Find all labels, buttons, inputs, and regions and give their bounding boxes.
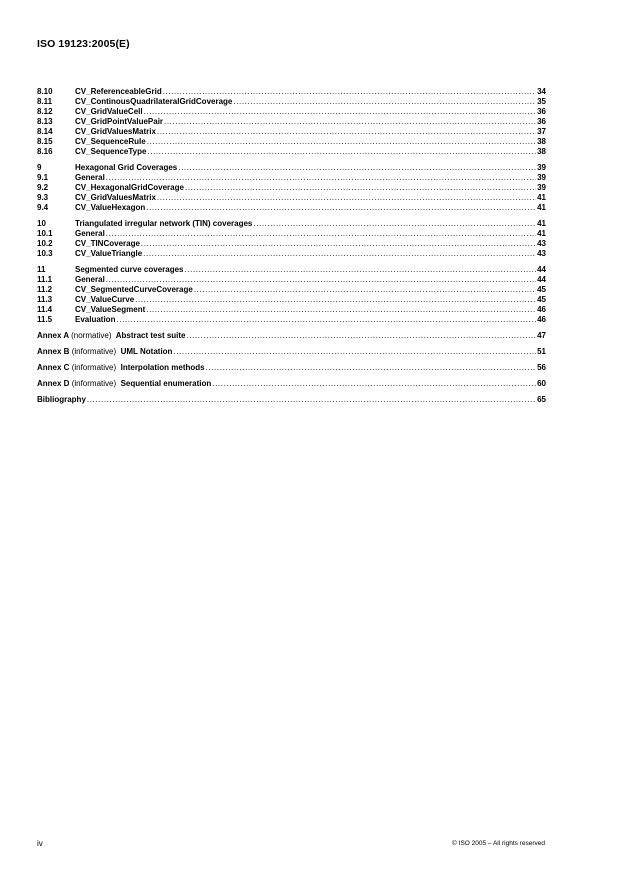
toc-leader-dots [106,173,536,183]
toc-entry-page: 46 [537,305,546,314]
toc-entry[interactable] [37,249,546,259]
toc-group-section-11 [37,265,546,325]
toc-entry[interactable] [37,219,546,229]
toc-entry-title: CV_ValueHexagon [75,203,146,212]
toc-leader-dots [206,363,536,373]
toc-group-section-9 [37,163,546,213]
toc-entry-number: 11.2 [37,285,53,294]
table-of-contents [37,87,546,411]
toc-entry-number: 11.1 [37,275,53,284]
toc-entry-title: Hexagonal Grid Coverages [75,163,178,172]
toc-entry-page: 38 [537,137,546,146]
toc-entry[interactable] [37,173,546,183]
toc-entry-page: 36 [537,107,546,116]
toc-leader-dots [187,331,537,341]
toc-entry-page: 44 [537,265,546,274]
toc-entry-number: 10.3 [37,249,53,258]
annex-label: Annex C (informative) Interpolation methods [37,363,205,372]
toc-entry-page: 56 [537,363,546,372]
toc-entry[interactable] [37,127,546,137]
toc-entry-page: 46 [537,315,546,324]
toc-entry-page: 45 [537,295,546,304]
toc-group-section-8 [37,87,546,157]
toc-entry-title: CV_GridValuesMatrix [75,127,156,136]
toc-entry[interactable] [37,193,546,203]
toc-entry[interactable] [37,163,546,173]
bibliography-label: Bibliography [37,395,86,404]
toc-entry-number: 11.3 [37,295,53,304]
toc-annex-b[interactable] [37,347,546,357]
toc-leader-dots [185,265,537,275]
toc-entry-page: 60 [537,379,546,388]
toc-entry-page: 35 [537,97,546,106]
toc-entry[interactable] [37,285,546,295]
toc-entry[interactable] [37,107,546,117]
toc-entry-title: CV_ValueTriangle [75,249,143,258]
toc-leader-dots [194,285,536,295]
toc-entry-page: 36 [537,117,546,126]
toc-entry-number: 8.16 [37,147,53,156]
toc-entry-number: 11 [37,265,46,274]
toc-entry[interactable] [37,229,546,239]
annex-label: Annex B (informative) UML Notation [37,347,173,356]
toc-leader-dots [146,305,536,315]
toc-entry-title: Evaluation [75,315,116,324]
toc-entry-number: 11.4 [37,305,53,314]
toc-annex-a[interactable] [37,331,546,341]
toc-leader-dots [157,127,536,137]
toc-entry[interactable] [37,275,546,285]
document-header: ISO 19123:2005(E) [37,38,130,50]
toc-leader-dots [106,275,536,285]
toc-entry-number: 8.12 [37,107,53,116]
toc-leader-dots [143,249,536,259]
toc-leader-dots [157,193,536,203]
toc-leader-dots [164,117,536,127]
toc-entry-page: 41 [537,219,546,228]
toc-entry-page: 37 [537,127,546,136]
toc-entry-title: General [75,173,105,182]
toc-entry-title: Triangulated irregular network (TIN) coverages [75,219,253,228]
toc-entry-number: 8.13 [37,117,53,126]
toc-entry-page: 39 [537,173,546,182]
toc-entry-page: 39 [537,183,546,192]
toc-entry-page: 43 [537,249,546,258]
toc-entry-page: 39 [537,163,546,172]
toc-entry-title: CV_GridValueCell [75,107,143,116]
toc-entry[interactable] [37,97,546,107]
toc-leader-dots [141,239,536,249]
toc-entry-title: CV_ValueCurve [75,295,135,304]
toc-entry-number: 8.10 [37,87,53,96]
copyright-notice: © ISO 2005 – All rights reserved [452,840,545,847]
toc-entry[interactable] [37,137,546,147]
toc-entry-page: 41 [537,193,546,202]
toc-leader-dots [147,137,536,147]
toc-leader-dots [135,295,536,305]
toc-entry-page: 41 [537,203,546,212]
toc-entry-title: CV_ReferenceableGrid [75,87,162,96]
toc-entry-page: 41 [537,229,546,238]
toc-annex-c[interactable] [37,363,546,373]
toc-entry-title: CV_SequenceRule [75,137,146,146]
toc-entry-number: 10 [37,219,46,228]
toc-leader-dots [185,183,536,193]
toc-entry-title: General [75,275,105,284]
toc-entry[interactable] [37,147,546,157]
toc-entry[interactable] [37,295,546,305]
toc-entry-title: CV_GridPointValuePair [75,117,164,126]
toc-entry-title: CV_GridValuesMatrix [75,193,156,202]
toc-entry[interactable] [37,117,546,127]
toc-entry-title: Segmented curve coverages [75,265,184,274]
toc-entry-number: 8.15 [37,137,53,146]
toc-entry-number: 9.2 [37,183,49,192]
toc-entry[interactable] [37,203,546,213]
toc-entry-number: 11.5 [37,315,53,324]
toc-entry-title: CV_SequenceType [75,147,147,156]
annex-label: Annex D (informative) Sequential enumeration [37,379,212,388]
toc-leader-dots [146,203,536,213]
toc-entry[interactable] [37,183,546,193]
toc-entry[interactable] [37,239,546,249]
toc-entry-page: 38 [537,147,546,156]
toc-entry-number: 8.11 [37,97,53,106]
toc-entry-page: 43 [537,239,546,248]
toc-entry-page: 65 [537,395,546,404]
toc-leader-dots [87,395,536,405]
annex-label: Annex A (normative) Abstract test suite [37,331,186,340]
toc-leader-dots [106,229,536,239]
toc-entry-number: 9.3 [37,193,49,202]
toc-entry-number: 8.14 [37,127,53,136]
toc-leader-dots [173,347,536,357]
toc-entry-page: 34 [537,87,546,96]
toc-entry-page: 44 [537,275,546,284]
toc-entry-number: 9.1 [37,173,49,182]
toc-entry-title: CV_SegmentedCurveCoverage [75,285,193,294]
toc-bibliography[interactable] [37,395,546,405]
toc-entry-number: 10.1 [37,229,53,238]
toc-leader-dots [144,107,536,117]
toc-entry-number: 9.4 [37,203,49,212]
toc-entry-page: 45 [537,285,546,294]
toc-entry[interactable] [37,315,546,325]
page-number: iv [37,839,43,848]
toc-entry[interactable] [37,265,546,275]
toc-entry-number: 9 [37,163,42,172]
toc-leader-dots [163,87,536,97]
toc-entry[interactable] [37,305,546,315]
toc-entry-title: General [75,229,105,238]
toc-entry-title: CV_HexagonalGridCoverage [75,183,184,192]
toc-group-section-10 [37,219,546,259]
toc-annex-d[interactable] [37,379,546,389]
toc-entry[interactable] [37,87,546,97]
toc-leader-dots [253,219,536,229]
toc-entry-page: 51 [537,347,546,356]
toc-leader-dots [116,315,536,325]
toc-leader-dots [178,163,536,173]
toc-entry-page: 47 [537,331,546,340]
toc-entry-number: 10.2 [37,239,53,248]
toc-leader-dots [233,97,536,107]
toc-entry-title: CV_ValueSegment [75,305,146,314]
toc-entry-title: CV_ContinousQuadrilateralGridCoverage [75,97,233,106]
toc-leader-dots [212,379,536,389]
toc-entry-title: CV_TINCoverage [75,239,140,248]
toc-leader-dots [147,147,536,157]
